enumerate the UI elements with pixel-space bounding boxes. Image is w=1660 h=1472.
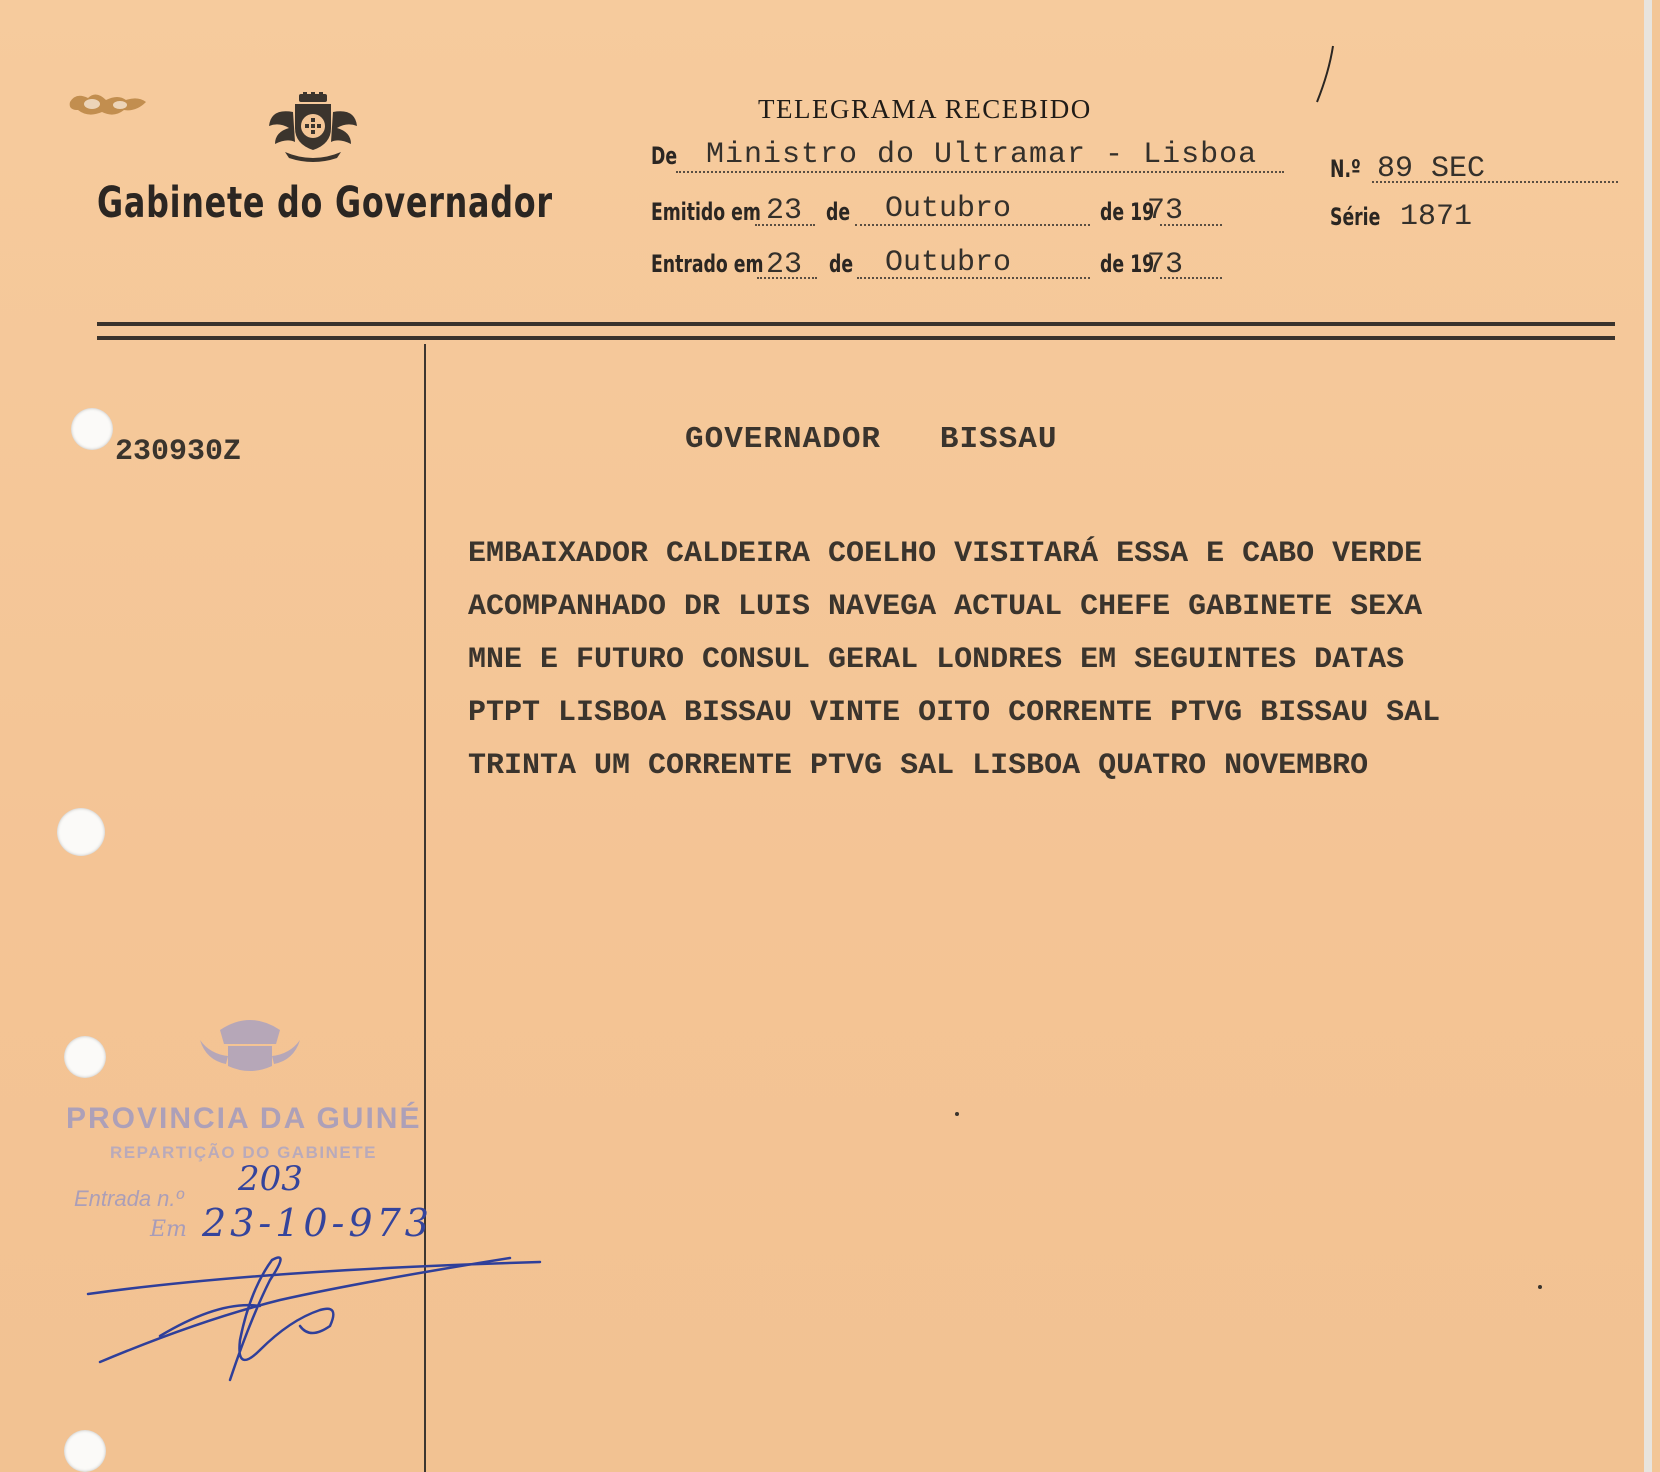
stamp-entrada-label: Entrada n.º <box>74 1186 184 1211</box>
ink-speck <box>1538 1285 1542 1289</box>
message-line: PTPT LISBOA BISSAU VINTE OITO CORRENTE PTVG BISSAU SAL <box>468 696 1441 730</box>
from-label: De <box>651 142 678 170</box>
issued-de-word: de <box>826 198 851 226</box>
stamp-em-label: Em <box>150 1217 187 1242</box>
punch-hole <box>64 1430 106 1472</box>
number-value: 89 SEC <box>1377 152 1486 186</box>
stamp-line-1: PROVINCIA DA GUINÉ <box>66 1102 422 1135</box>
entry-date: 23-10-973 <box>202 1201 433 1245</box>
issued-year: 73 <box>1147 194 1184 228</box>
header-divider-top <box>97 322 1615 326</box>
received-year: 73 <box>1147 248 1184 282</box>
received-day: 23 <box>766 248 803 282</box>
number-label: N.º <box>1330 155 1361 183</box>
issued-month: Outubro <box>885 192 1012 226</box>
header-divider-bottom <box>97 336 1615 340</box>
series-value: 1871 <box>1400 200 1473 234</box>
issued-label: Emitido em <box>651 198 761 226</box>
coat-of-arms-icon <box>265 92 361 164</box>
message-line: ACOMPANHADO DR LUIS NAVEGA ACTUAL CHEFE GABINETE SEXA <box>468 590 1423 624</box>
scan-edge <box>1644 0 1652 1472</box>
issued-year-prefix: de 19 <box>1100 198 1155 226</box>
punch-hole <box>57 808 105 856</box>
issued-day: 23 <box>766 194 803 228</box>
message-id: 230930Z <box>115 435 242 469</box>
message-line: EMBAIXADOR CALDEIRA COELHO VISITARÁ ESSA E CABO VERDE <box>468 537 1423 571</box>
stamp-line-2: REPARTIÇÃO DO GABINETE <box>110 1143 377 1162</box>
handwritten-signature <box>60 1150 580 1410</box>
message-line: MNE E FUTURO CONSUL GERAL LONDRES EM SEGUINTES DATAS <box>468 643 1405 677</box>
received-month: Outubro <box>885 246 1012 280</box>
pen-tick-mark <box>1305 42 1345 106</box>
office-name: Gabinete do Governador <box>97 178 553 228</box>
ink-speck <box>955 1112 959 1116</box>
ink-stain <box>66 88 150 120</box>
received-de-word: de <box>829 250 854 278</box>
series-label: Série <box>1330 203 1381 231</box>
from-value <box>706 138 1257 172</box>
received-year-prefix: de 19 <box>1100 250 1155 278</box>
entry-number: 203 <box>238 1159 303 1199</box>
punch-hole <box>71 408 113 450</box>
received-label: Entrado em <box>651 250 764 278</box>
telegram-title: TELEGRAMA RECEBIDO <box>758 94 1092 124</box>
message-line: TRINTA UM CORRENTE PTVG SAL LISBOA QUATRO NOVEMBRO <box>468 749 1369 783</box>
message-addressee: GOVERNADOR BISSAU <box>685 422 1058 457</box>
from-value-text: Ministro do Ultramar - Lisboa <box>706 138 1258 172</box>
